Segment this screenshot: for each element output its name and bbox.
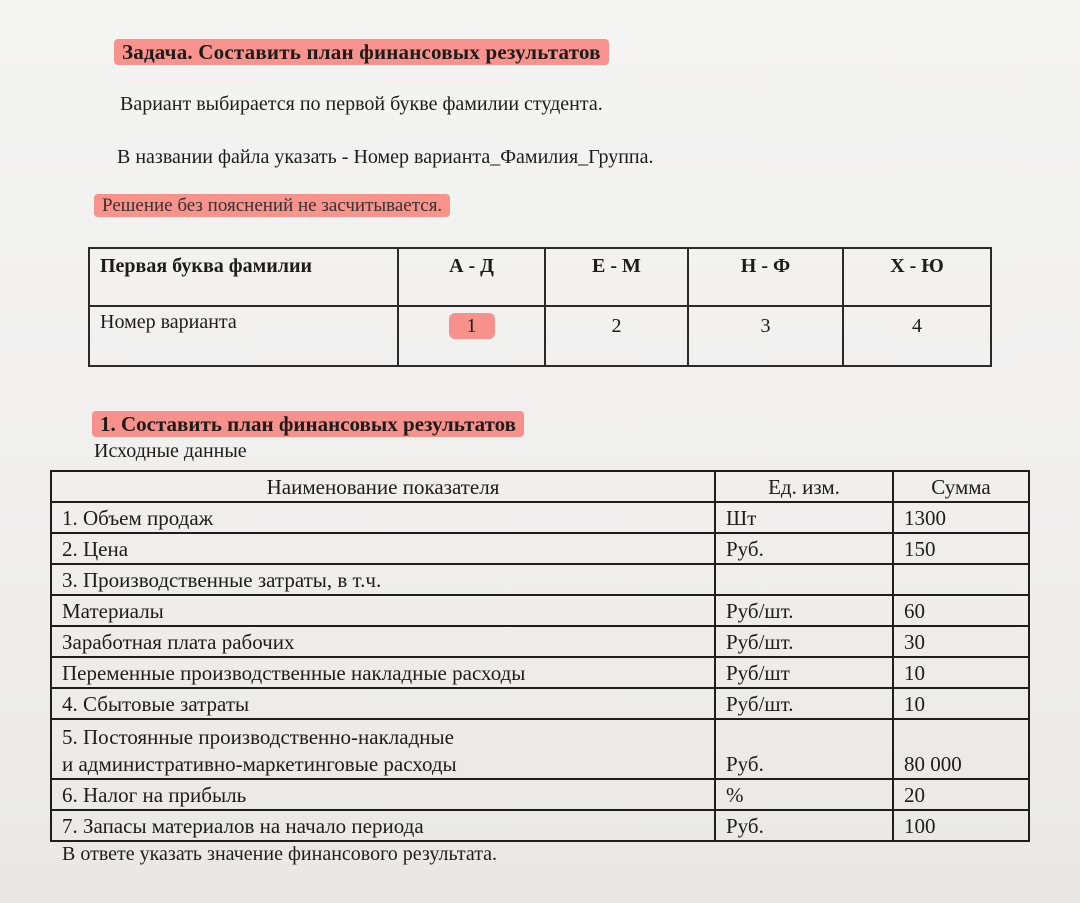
variant-header-cell: А - Д [398, 248, 545, 306]
unit-cell: Руб/шт. [715, 595, 893, 626]
unit-cell: % [715, 779, 893, 810]
unit-cell [715, 564, 893, 595]
amount-cell: 80 000 [893, 719, 1029, 779]
variant-header-cell: Н - Ф [688, 248, 843, 306]
amount-cell: 10 [893, 688, 1029, 719]
amount-cell: 150 [893, 533, 1029, 564]
variant-table-header [89, 248, 991, 306]
variant-1-highlight: 1 [449, 313, 495, 339]
indicator-cell: 3. Производственные затраты, в т.ч. [51, 564, 715, 595]
amount-cell: 10 [893, 657, 1029, 688]
unit-cell: Руб. [715, 533, 893, 564]
task-title [114, 40, 609, 65]
header-unit: Ед. изм. [715, 471, 893, 502]
variant-cell: 4 [843, 306, 991, 366]
variant-cell-selected [398, 306, 545, 366]
variant-table-row [89, 306, 991, 366]
section-title-text: 1. Составить план финансовых результатов [92, 411, 524, 437]
variant-header-cell: Е - М [545, 248, 688, 306]
instruction-explanation [94, 195, 450, 217]
table-row [51, 533, 1029, 564]
table-row [51, 657, 1029, 688]
unit-cell: Руб. [715, 810, 893, 841]
indicator-cell [51, 719, 715, 779]
indicator-cell: 1. Объем продаж [51, 502, 715, 533]
variant-cell: 3 [688, 306, 843, 366]
table-row [51, 779, 1029, 810]
unit-cell: Шт [715, 502, 893, 533]
table-row [51, 595, 1029, 626]
variant-row-label: Номер варианта [89, 306, 398, 366]
indicator-line: 5. Постоянные производственно-накладные [62, 725, 454, 749]
variant-header-cell: Первая буква фамилии [89, 248, 398, 306]
indicator-cell: 6. Налог на прибыль [51, 779, 715, 810]
source-data-table [50, 470, 1030, 842]
variant-table [88, 247, 992, 367]
unit-cell: Руб/шт [715, 657, 893, 688]
instruction-variant: Вариант выбирается по первой букве фамилии студента. [120, 93, 603, 115]
indicator-cell: 4. Сбытовые затраты [51, 688, 715, 719]
instruction-filename: В названии файла указать - Номер варианта_Фамилия_Группа. [117, 146, 654, 168]
section-title [92, 412, 524, 437]
amount-cell: 1300 [893, 502, 1029, 533]
amount-cell: 20 [893, 779, 1029, 810]
table-row [51, 688, 1029, 719]
table-row [51, 564, 1029, 595]
header-amount: Сумма [893, 471, 1029, 502]
data-table-header [51, 471, 1029, 502]
indicator-cell: 7. Запасы материалов на начало периода [51, 810, 715, 841]
unit-cell: Руб. [715, 719, 893, 779]
source-data-label: Исходные данные [94, 440, 247, 462]
amount-cell: 60 [893, 595, 1029, 626]
unit-cell: Руб/шт. [715, 688, 893, 719]
amount-cell: 30 [893, 626, 1029, 657]
indicator-cell: 2. Цена [51, 533, 715, 564]
instruction-explanation-text: Решение без пояснений не засчитывается. [94, 194, 450, 217]
table-row [51, 719, 1029, 779]
table-row [51, 502, 1029, 533]
unit-cell: Руб/шт. [715, 626, 893, 657]
task-title-text: Задача. Составить план финансовых результатов [114, 39, 609, 65]
table-row [51, 810, 1029, 841]
indicator-cell: Материалы [51, 595, 715, 626]
amount-cell: 100 [893, 810, 1029, 841]
table-row [51, 626, 1029, 657]
indicator-cell: Заработная плата рабочих [51, 626, 715, 657]
variant-cell: 2 [545, 306, 688, 366]
answer-note: В ответе указать значение финансового результата. [62, 843, 498, 865]
header-indicator: Наименование показателя [51, 471, 715, 502]
indicator-line: и административно-маркетинговые расходы [62, 752, 457, 776]
indicator-cell: Переменные производственные накладные расходы [51, 657, 715, 688]
amount-cell [893, 564, 1029, 595]
variant-header-cell: Х - Ю [843, 248, 991, 306]
